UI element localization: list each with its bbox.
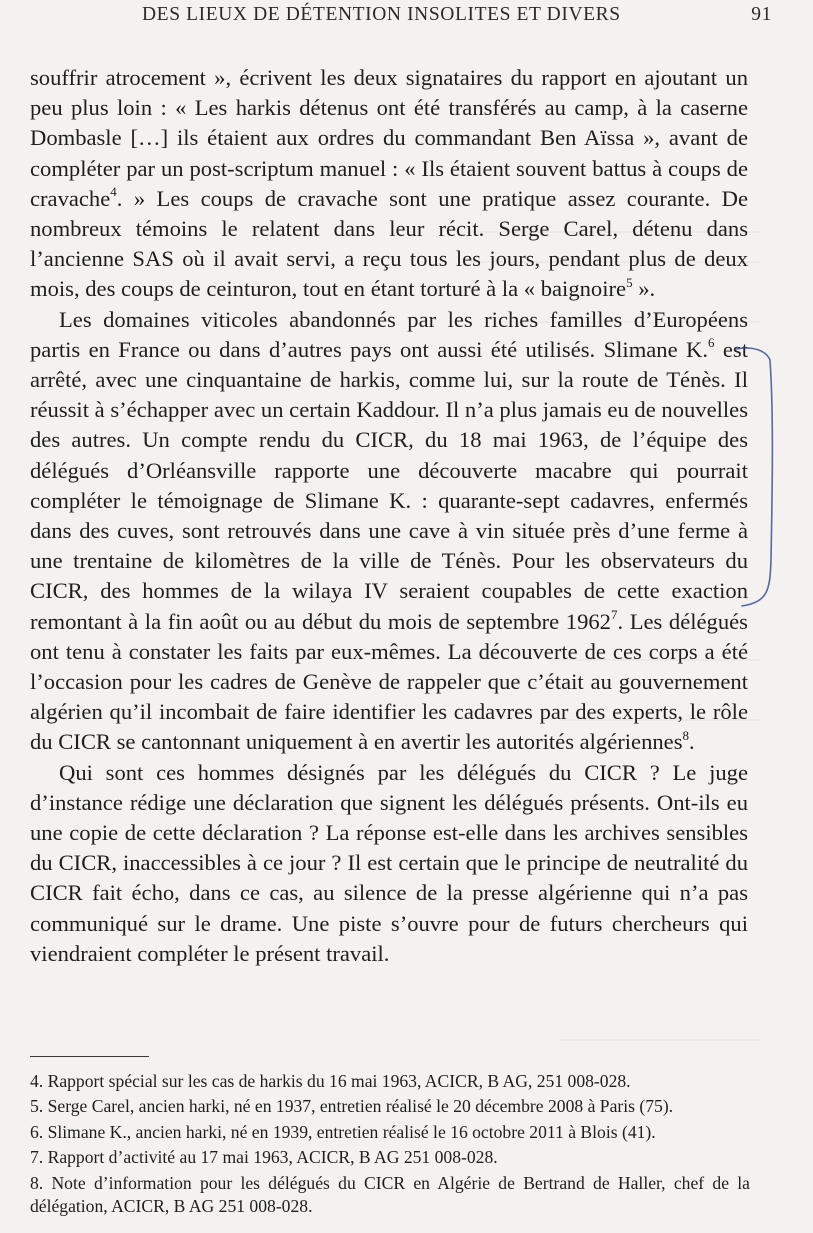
page-number: 91 [751,4,772,25]
paragraph-2-text-c: . Les délégués ont tenu à constater les faits par eux-mêmes. La découverte de ces corps a été l’occasion pour les cadres de Genève de rappeler que c’était au gouvernement algérien qu’il incombait de faire identifier les cadavres par des experts, le rôle du CICR se cantonnant uniquement à en avertir les autorités algériennes [30,608,748,755]
paragraph-2-text-d: . [689,729,695,755]
main-text [30,63,748,969]
paragraph-1-text-c: ». [632,276,656,302]
footnote-5: 5. Serge Carel, ancien harki, né en 1937, entretien réalisé le 20 décembre 2008 à Paris (75). [30,1096,674,1117]
paragraph-3 [30,758,748,969]
footnote-ref-4: 4 [110,184,117,200]
footnote-ref-7: 7 [610,607,618,623]
footnote-separator [30,1056,149,1057]
paragraph-2-text-a: Les domaines viticoles abandonnés par les riches familles d’Européens partis en France ou dans d’autres pays ont aussi été utilisés. Slimane K. [30,306,748,362]
chapter-title: DES LIEUX DE DÉTENTION INSOLITES ET DIVERS [142,4,621,25]
paragraph-2 [30,305,748,758]
footnote-4: 4. Rapport spécial sur les cas de harkis du 16 mai 1963, ACICR, B AG, 251 008-028. [30,1071,631,1091]
paragraph-1-text-b: . » Les coups de cravache sont une pratique assez courante. De nombreux témoins le relatent dans leur récit. Serge Carel, détenu dans l’ancienne SAS où il avait servi, a reçu tous les jours, pendant plus de deux mois, des coups de ceinturon, tout en étant torturé à la « baignoire [30,185,748,302]
footnote-ref-8: 8 [682,727,690,743]
footnote-ref-6: 6 [708,335,715,351]
paragraph-1-text-a: souffrir atrocement », écrivent les deux signataires du rapport en ajoutant un peu plus loin : « Les harkis détenus ont été transférés au camp, à la caserne Dombasle […] ils étaient aux ordres du commandant Ben Aïssa », avant de compléter par un post-scriptum manuel : « Ils étaient souvent battus à coups de cravache [30,65,748,211]
footnote-ref-5: 5 [626,274,633,290]
footnote-8: 8. Note d’information pour les délégués du CICR en Algérie de Bertrand de Haller, chef de la délégation, ACICR, B AG 251 008-028. [30,1172,750,1217]
footnotes [30,1070,750,1220]
footnote-6: 6. Slimane K., ancien harki, né en 1939, entretien réalisé le 16 octobre 2011 à Blois (41). [30,1121,656,1142]
paragraph-2-text-b: est arrêté, avec une cinquantaine de harkis, comme lui, sur la route de Ténès. Il réussit à s’échapper avec un certain Kaddour. Il n’a plus jamais eu de nouvelles des autres. Un compte rendu du CICR, du 18 mai 1963, de l’équipe des délégués d’Orléansville rapporte une découverte macabre qui pourrait compléter le témoignage de Slimane K. : quarante-sept cadavres, enfermés dans des cuves, sont retrouvés dans une cave à vin située près d’une ferme à une trentaine de kilomètres de la ville de Ténès. Pour les observateurs du CICR, des hommes de la wilaya IV seraient coupables de cette exaction remontant à la fin août ou au début du mois de septembre 1962 [30,336,748,634]
paragraph-3-text: Qui sont ces hommes désignés par les délégués du CICR ? Le juge d’instance rédige une déclaration que signent les délégués présents. Ont-ils eu une copie de cette déclaration ? La réponse est-elle dans les archives sensibles du CICR, inaccessibles à ce jour ? Il est certain que le principe de neutralité du CICR fait écho, dans ce cas, au silence de la presse algérienne qui n’a pas communiqué sur le drame. Une piste s’ouvre pour de futurs chercheurs qui viendraient compléter le présent travail. [30,759,748,966]
footnote-7: 7. Rapport d’activité au 17 mai 1963, ACICR, B AG 251 008-028. [30,1147,498,1168]
paragraph-1 [30,63,748,305]
